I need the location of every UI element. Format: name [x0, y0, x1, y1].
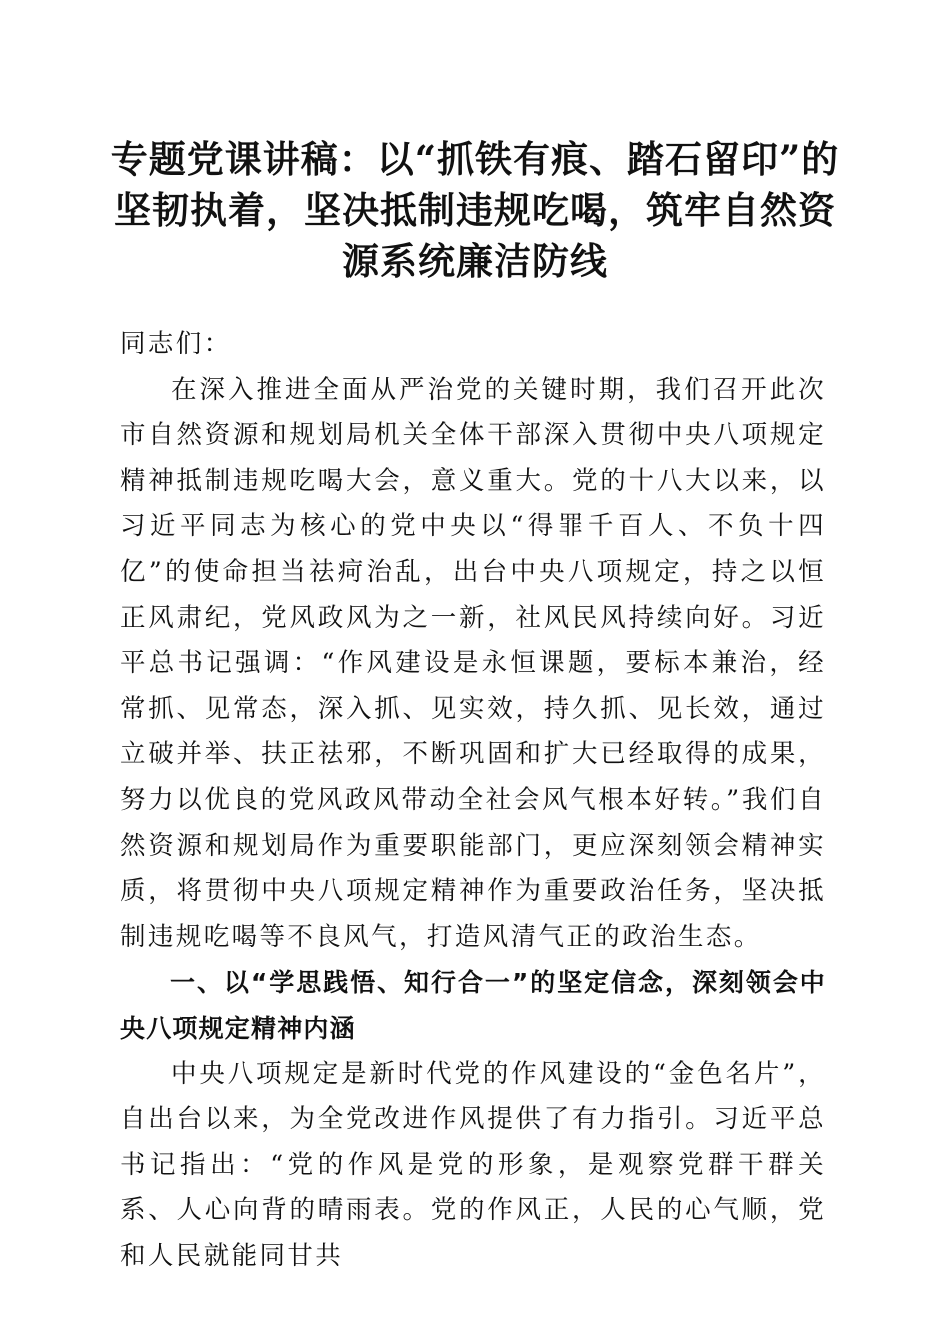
- intro-paragraph: 在深入推进全面从严治党的关键时期，我们召开此次市自然资源和规划局机关全体干部深入贯彻中央八项规定精神抵制违规吃喝大会，意义重大。党的十八大以来，以习近平同志为核心的党中央以“得罪千百人、不负十四亿”的使命担当祛疴治乱，出台中央八项规定，持之以恒正风肃纪，党风政风为之一新，社风民风持续向好。习近平总书记强调：“作风建设是永恒课题，要标本兼治，经常抓、见常态，深入抓、见实效，持久抓、见长效，通过立破并举、扶正祛邪，不断巩固和扩大已经取得的成果，努力以优良的党风政风带动全社会风气根本好转。”我们自然资源和规划局作为重要职能部门，更应深刻领会精神实质，将贯彻中央八项规定精神作为重要政治任务，坚决抵制违规吃喝等不良风气，打造风清气正的政治生态。: [120, 374, 826, 952]
- salutation: 同志们：: [120, 329, 232, 359]
- section-paragraph: 中央八项规定是新时代党的作风建设的“金色名片”，自出台以来，为全党改进作风提供了有力指引。习近平总书记指出：“党的作风是党的形象，是观察党群干群关系、人心向背的晴雨表。党的作风正，人民的心气顺，党和人民就能同甘共: [120, 1058, 826, 1271]
- section-heading: 一、以“学思践悟、知行合一”的坚定信念，深刻领会中央八项规定精神内涵: [120, 968, 826, 1043]
- document-title: 专题党课讲稿：以“抓铁有痕、踏石留印”的坚韧执着，坚决抵制违规吃喝，筑牢自然资源系统廉洁防线: [110, 137, 840, 283]
- document-body: [120, 322, 826, 1279]
